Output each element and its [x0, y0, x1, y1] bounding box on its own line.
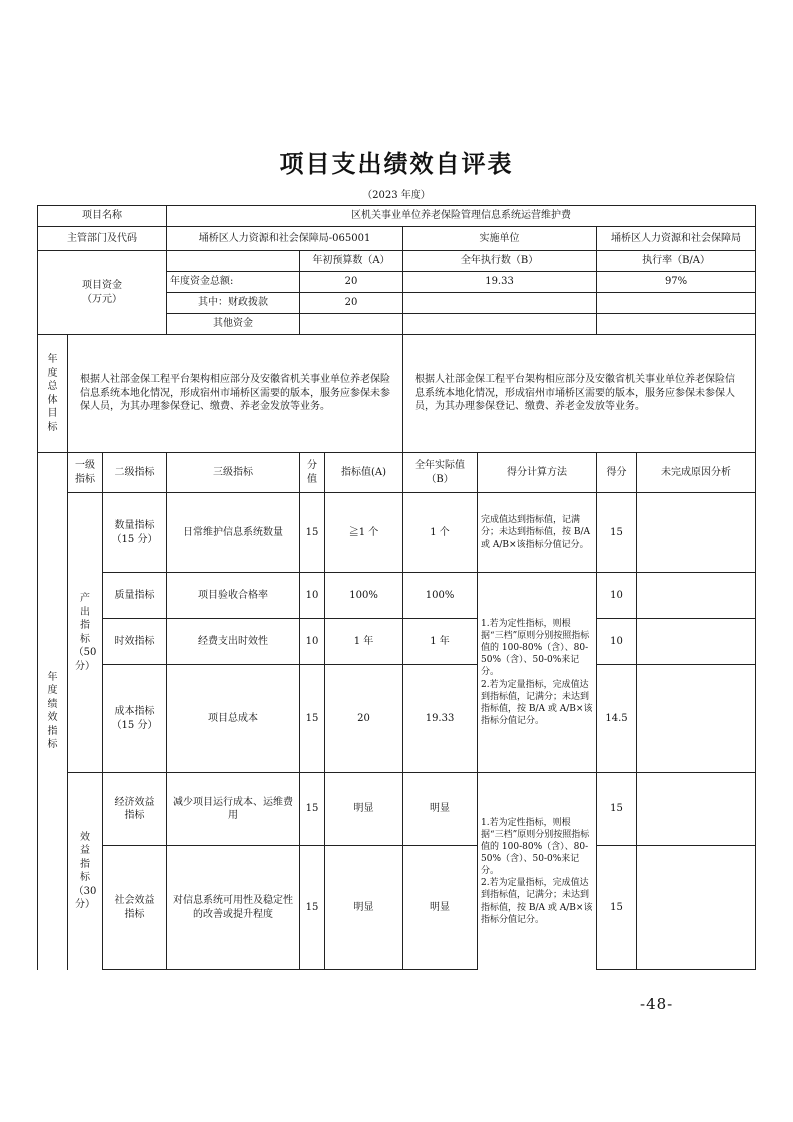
funds-col-b: 全年执行数（B） — [403, 251, 597, 272]
project-name-row — [38, 206, 756, 227]
target-cell: 20 — [325, 665, 403, 773]
score-value-cell: 10 — [300, 573, 325, 619]
level2-cell: 社会效益 指标 — [103, 846, 167, 970]
project-name-value: 区机关事业单位养老保险管理信息系统运营维护费 — [167, 206, 756, 227]
score-cell: 10 — [597, 619, 637, 665]
actual-cell: 1 个 — [403, 493, 478, 573]
indicator-header-row — [38, 453, 756, 493]
level3-cell: 日常维护信息系统数量 — [167, 493, 300, 573]
implementing-unit-label: 实施单位 — [403, 227, 597, 251]
funds-row-rate: 97% — [597, 272, 756, 293]
project-name-label: 项目名称 — [38, 206, 167, 227]
funds-row-b: 19.33 — [403, 272, 597, 293]
level2-cell: 质量指标 — [103, 573, 167, 619]
actual-cell: 明显 — [403, 846, 478, 970]
funds-blank-cell — [167, 251, 300, 272]
indicator-row — [38, 773, 756, 846]
funds-header-row — [38, 251, 756, 272]
score-value-cell: 10 — [300, 619, 325, 665]
indicator-section-label: 年 度 绩 效 指 标 — [38, 453, 68, 970]
funds-row-label: 年度资金总额: — [167, 272, 300, 293]
reason-cell — [637, 493, 756, 573]
target-cell: 明显 — [325, 846, 403, 970]
reason-cell — [637, 846, 756, 970]
level3-cell: 项目验收合格率 — [167, 573, 300, 619]
funds-row-a: 20 — [300, 293, 403, 314]
actual-cell: 1 年 — [403, 619, 478, 665]
level2-cell: 数量指标 （15 分） — [103, 493, 167, 573]
level2-cell: 时效指标 — [103, 619, 167, 665]
department-row — [38, 227, 756, 251]
page-title: 项目支出绩效自评表 — [279, 149, 514, 178]
level3-cell: 项目总成本 — [167, 665, 300, 773]
score-cell: 15 — [597, 773, 637, 846]
level3-cell: 减少项目运行成本、运维费用 — [167, 773, 300, 846]
goal-row — [38, 335, 756, 453]
level3-cell: 经费支出时效性 — [167, 619, 300, 665]
reason-cell — [637, 619, 756, 665]
header-score: 得分 — [597, 453, 637, 493]
score-cell: 15 — [597, 493, 637, 573]
method-cell: 完成值达到指标值，记满分；未达到指标值，按 B/A 或 A/B×该指标分值记分。 — [478, 493, 597, 573]
score-cell: 14.5 — [597, 665, 637, 773]
indicator-row — [38, 846, 756, 970]
funds-row-a — [300, 314, 403, 335]
header-method: 得分计算方法 — [478, 453, 597, 493]
method-cell: 1.若为定性指标，则根据“三档”原则分别按照指标值的 100-80%（含）、80-50%（含）、50-0%来记分。 2.若为定量指标，完成值达到指标值，记满分；未达到指标值，按 B/A 或 A/B×该指标分值记分。 — [478, 773, 597, 970]
header-reason: 未完成原因分析 — [637, 453, 756, 493]
target-cell: ≧1 个 — [325, 493, 403, 573]
actual-cell: 明显 — [403, 773, 478, 846]
header-level2: 二级指标 — [103, 453, 167, 493]
funds-row-label: 其他资金 — [167, 314, 300, 335]
reason-cell — [637, 773, 756, 846]
implementing-unit-value: 埇桥区人力资源和社会保障局 — [597, 227, 756, 251]
header-target: 指标值(A) — [325, 453, 403, 493]
funds-col-rate: 执行率（B/A） — [597, 251, 756, 272]
performance-table — [37, 205, 756, 970]
department-label: 主管部门及代码 — [38, 227, 167, 251]
department-value: 埇桥区人力资源和社会保障局-065001 — [167, 227, 403, 251]
reason-cell — [637, 665, 756, 773]
score-value-cell: 15 — [300, 846, 325, 970]
funds-row-a: 20 — [300, 272, 403, 293]
target-cell: 100% — [325, 573, 403, 619]
score-value-cell: 15 — [300, 773, 325, 846]
score-value-cell: 15 — [300, 493, 325, 573]
header-level1: 一级 指标 — [68, 453, 103, 493]
target-cell: 明显 — [325, 773, 403, 846]
score-value-cell: 15 — [300, 665, 325, 773]
score-cell: 15 — [597, 846, 637, 970]
output-indicator-label: 产 出 指 标 （50 分） — [68, 493, 103, 773]
page-number: -48- — [640, 995, 674, 1013]
indicator-row — [38, 665, 756, 773]
indicator-row — [38, 493, 756, 573]
method-cell: 1.若为定性指标，则根据“三档”原则分别按照指标值的 100-80%（含）、80-50%（含）、50-0%来记分。 2.若为定量指标，完成值达到指标值，记满分；未达到指标值，按 B/A 或 A/B×该指标分值记分。 — [478, 573, 597, 773]
funds-col-a: 年初预算数（A） — [300, 251, 403, 272]
goal-actual: 根据人社部金保工程平台架构相应部分及安徽省机关事业单位养老保险信息系统本地化情况，形成宿州市埇桥区需要的版本，服务应参保未参保人员，为其办理参保登记、缴费、养老金发放等业务。 — [403, 335, 756, 453]
score-cell: 10 — [597, 573, 637, 619]
actual-cell: 100% — [403, 573, 478, 619]
funds-row-label: 其中：财政拨款 — [167, 293, 300, 314]
indicator-row — [38, 619, 756, 665]
header-level3: 三级指标 — [167, 453, 300, 493]
header-score-value: 分 值 — [300, 453, 325, 493]
funds-row-b — [403, 293, 597, 314]
reason-cell — [637, 573, 756, 619]
funds-label: 项目资金 （万元） — [38, 251, 167, 335]
header-actual: 全年实际值 （B） — [403, 453, 478, 493]
funds-row-b — [403, 314, 597, 335]
goal-planned: 根据人社部金保工程平台架构相应部分及安徽省机关事业单位养老保险信息系统本地化情况，形成宿州市埇桥区需要的版本，服务应参保未参保人员，为其办理参保登记、缴费、养老金发放等业务。 — [68, 335, 403, 453]
level2-cell: 经济效益 指标 — [103, 773, 167, 846]
target-cell: 1 年 — [325, 619, 403, 665]
actual-cell: 19.33 — [403, 665, 478, 773]
benefit-indicator-label: 效 益 指 标 （30 分） — [68, 773, 103, 970]
funds-row-rate — [597, 293, 756, 314]
indicator-row — [38, 573, 756, 619]
level2-cell: 成本指标 （15 分） — [103, 665, 167, 773]
level3-cell: 对信息系统可用性及稳定性的改善或提升程度 — [167, 846, 300, 970]
year-label: （2023 年度） — [362, 190, 431, 201]
funds-row-rate — [597, 314, 756, 335]
goal-label: 年 度 总 体 目 标 — [38, 335, 68, 453]
